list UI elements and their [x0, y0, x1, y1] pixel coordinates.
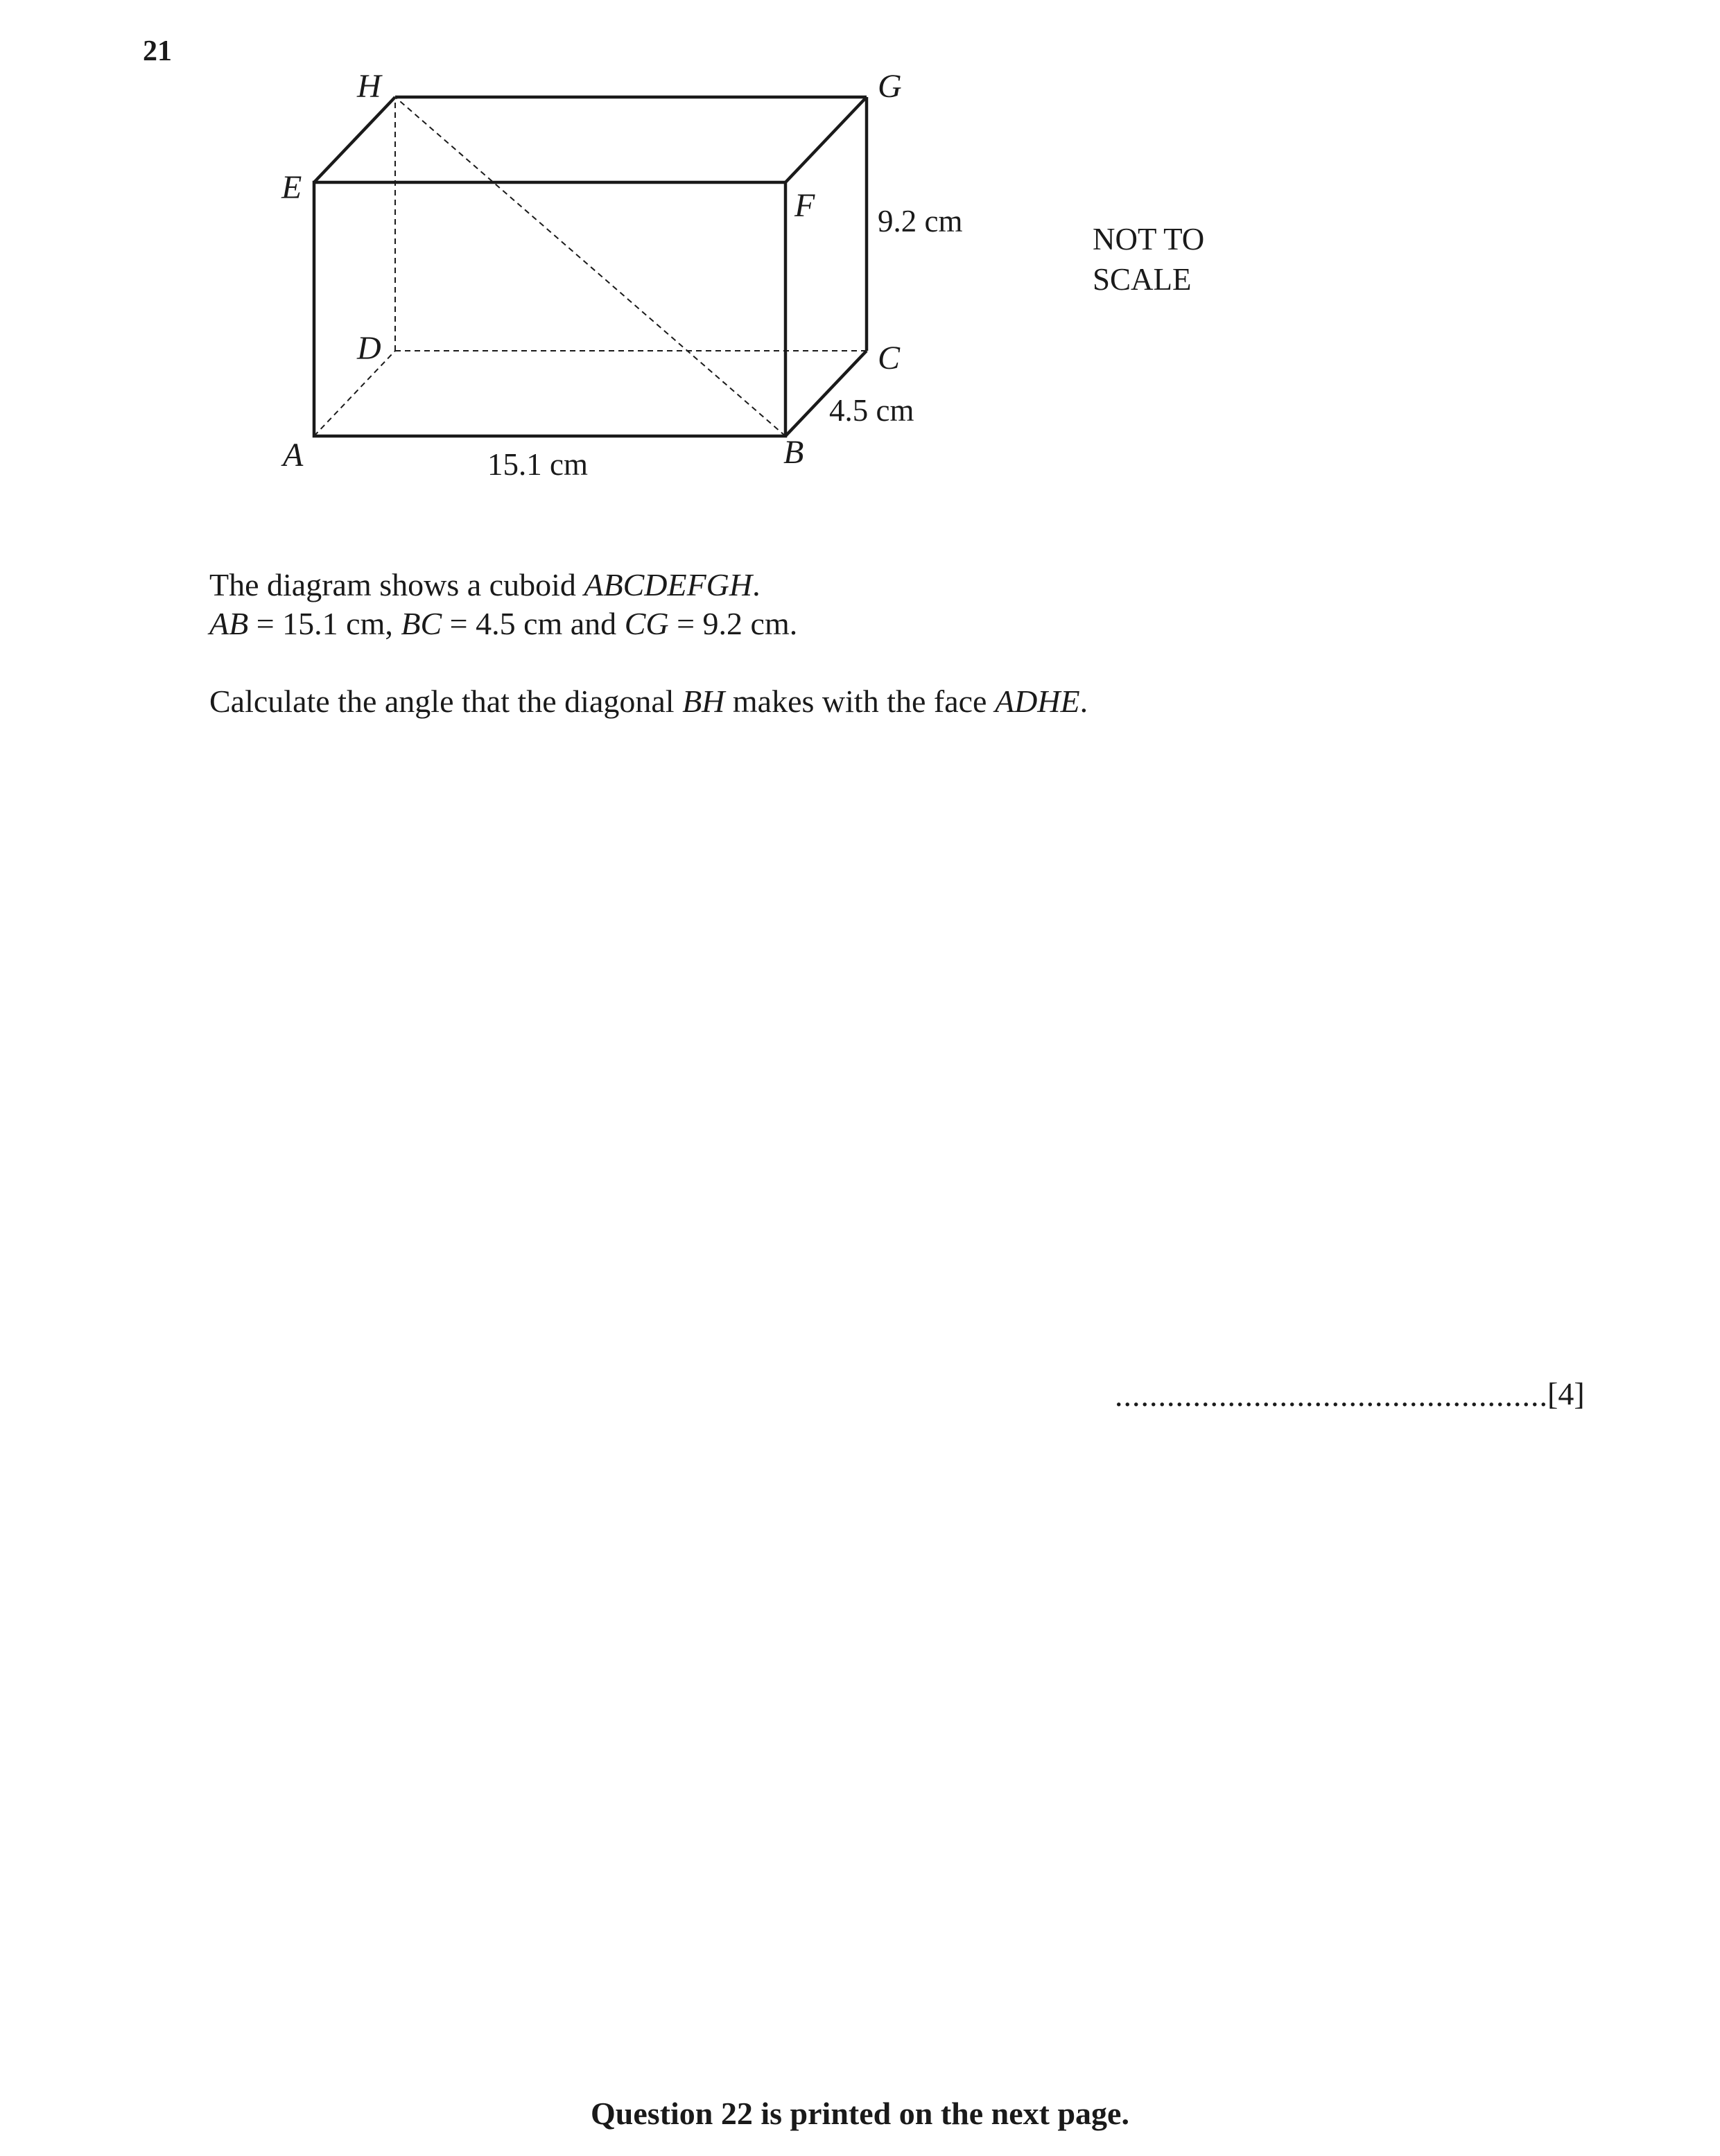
bc-name: BC [401, 606, 442, 641]
statement-line-1 [209, 566, 761, 605]
cg-value: = 9.2 cm. [668, 606, 798, 641]
ab-name: AB [209, 606, 249, 641]
cuboid-name: ABCDEFGH [584, 567, 753, 602]
cuboid-hidden-edges [314, 97, 867, 436]
vertex-label-f: F [794, 187, 815, 224]
face-adhe: ADHE [994, 684, 1080, 719]
footer-note: Question 22 is printed on the next page. [591, 2096, 1129, 2131]
vertex-label-h: H [357, 68, 381, 105]
statement-line-2 [209, 605, 797, 643]
edge-ad [314, 351, 395, 436]
cuboid-diagram [0, 0, 1720, 527]
vertex-label-b: B [783, 434, 804, 471]
statement-end: . [752, 567, 761, 602]
task-start: Calculate the angle that the diagonal [209, 684, 683, 719]
edge-eh [314, 97, 395, 182]
ab-value: = 15.1 cm, [248, 606, 401, 641]
task-end: . [1079, 684, 1088, 719]
task-mid: makes with the face [724, 684, 995, 719]
marks-badge: [4] [1547, 1376, 1585, 1411]
vertex-label-c: C [878, 340, 901, 376]
task-text [209, 682, 1088, 721]
statement-text: The diagram shows a cuboid [209, 567, 584, 602]
bc-value: = 4.5 cm and [442, 606, 625, 641]
diagonal-bh [395, 97, 785, 436]
vertex-label-e: E [281, 169, 302, 206]
measure-cg: 9.2 cm [878, 204, 963, 238]
edge-gf [785, 97, 867, 182]
not-to-scale-line2: SCALE [1093, 262, 1192, 297]
not-to-scale-line1: NOT TO [1093, 222, 1205, 257]
vertex-label-a: A [283, 437, 304, 473]
vertex-label-d: D [357, 330, 381, 367]
question-number: 21 [143, 35, 172, 67]
line-bh: BH [682, 684, 725, 719]
measure-ab: 15.1 cm [487, 447, 588, 482]
cg-name: CG [624, 606, 669, 641]
measure-bc: 4.5 cm [829, 393, 914, 428]
cuboid-solid-edges [314, 97, 867, 436]
answer-line[interactable]: .................................................. [1115, 1377, 1548, 1413]
front-face-abfe [314, 182, 785, 436]
vertex-label-g: G [878, 68, 902, 105]
